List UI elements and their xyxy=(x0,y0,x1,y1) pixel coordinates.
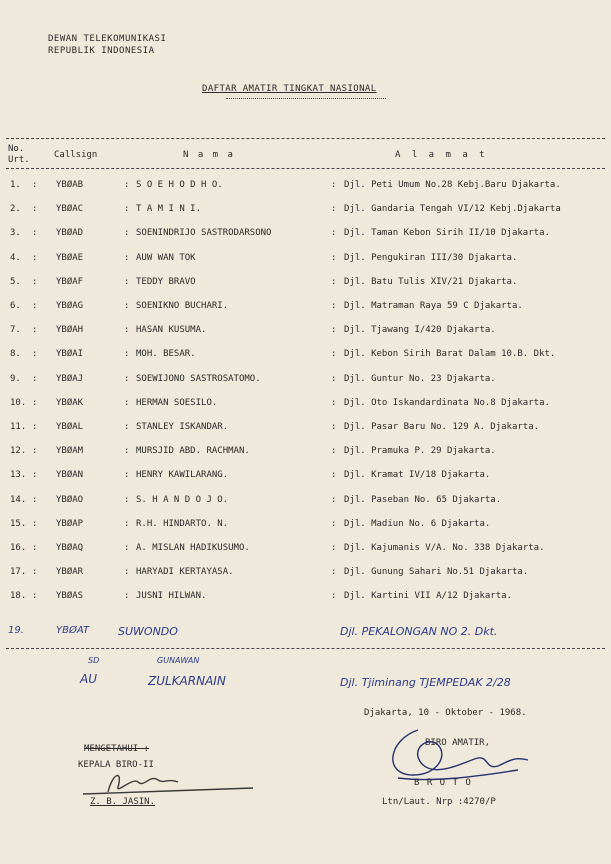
column-separator-2: : xyxy=(124,494,130,505)
row-number: 14. xyxy=(10,494,27,505)
column-separator-2: : xyxy=(124,591,130,602)
column-separator-1: : xyxy=(32,180,38,190)
row-address: Djl. Guntur No. 23 Djakarta. xyxy=(344,373,496,384)
column-separator-1: : xyxy=(32,301,38,311)
table-row xyxy=(0,325,611,343)
row-callsign: YBØAH xyxy=(56,325,84,336)
column-separator-2: : xyxy=(124,325,130,336)
column-separator-3: : xyxy=(331,543,337,553)
row-address: Djl. Kramat IV/18 Djakarta. xyxy=(344,470,491,481)
org-line-1: DEWAN TELEKOMUNIKASI xyxy=(48,34,167,44)
column-separator-2: : xyxy=(124,470,130,481)
row-number: 13. xyxy=(10,470,27,481)
handwritten-name: ZULKARNAIN xyxy=(148,674,226,688)
row-callsign: YBØAP xyxy=(56,518,84,529)
row-number: 12. xyxy=(10,446,27,457)
row-address: Djl. Peti Umum No.28 Kebj.Baru Djakarta. xyxy=(344,180,561,190)
column-separator-2: : xyxy=(124,204,130,215)
row-number: 2. xyxy=(10,204,21,215)
row-callsign: YBØAC xyxy=(56,204,84,215)
row-callsign: YBØAS xyxy=(56,591,84,602)
row-address: Djl. Kajumanis V/A. No. 338 Djakarta. xyxy=(344,543,545,553)
table-top-rule xyxy=(6,138,605,139)
column-separator-2: : xyxy=(124,228,130,239)
column-separator-1: : xyxy=(32,518,38,529)
column-separator-3: : xyxy=(331,228,337,239)
row-name: SOENIKNO BUCHARI. xyxy=(136,301,229,311)
row-name: S O E H O D H O. xyxy=(136,180,223,190)
row-name: JUSNI HILWAN. xyxy=(136,591,207,602)
row-name: S. H A N D O J O. xyxy=(136,494,229,505)
column-separator-3: : xyxy=(331,397,337,408)
row-callsign: YBØAR xyxy=(56,567,84,578)
column-separator-2: : xyxy=(124,543,130,553)
column-separator-3: : xyxy=(331,301,337,311)
row-address: Djl. Tjawang I/420 Djakarta. xyxy=(344,325,496,336)
row-callsign: YBØAJ xyxy=(56,373,84,384)
table-row xyxy=(0,470,611,488)
row-name: HERMAN SOESILO. xyxy=(136,397,218,408)
row-name: MURSJID ABD. RACHMAN. xyxy=(136,446,250,457)
handwritten-note-sd: SD xyxy=(88,656,100,665)
row-callsign: YBØAT xyxy=(56,625,90,636)
row-number: 19. xyxy=(8,625,24,636)
handwritten-note-gunawan: GUNAWAN xyxy=(157,656,200,665)
column-separator-3: : xyxy=(331,349,337,360)
column-separator-2: : xyxy=(124,446,130,457)
table-row xyxy=(0,519,611,537)
header-no: No. xyxy=(8,144,25,154)
column-separator-3: : xyxy=(331,470,337,481)
header-urt: Urt. xyxy=(8,155,30,165)
biro-title: BIRO AMATIR, xyxy=(425,738,491,748)
row-number: 1. xyxy=(10,180,21,190)
row-number: 6. xyxy=(10,301,21,311)
column-separator-2: : xyxy=(124,567,130,578)
title-underline xyxy=(226,98,386,99)
row-callsign: YBØAM xyxy=(56,446,84,457)
date-line: Djakarta, 10 - Oktober - 1968. xyxy=(364,708,527,718)
column-separator-3: : xyxy=(331,591,337,602)
row-number: 11. xyxy=(10,422,27,432)
row-address: Djl. Gunung Sahari No.51 Djakarta. xyxy=(344,567,529,578)
row-callsign: YBØAI xyxy=(56,349,84,360)
column-separator-3: : xyxy=(331,494,337,505)
row-name: MOH. BESAR. xyxy=(136,349,196,360)
column-separator-3: : xyxy=(331,422,337,432)
column-separator-1: : xyxy=(32,494,38,505)
table-row xyxy=(0,422,611,440)
table-row xyxy=(0,495,611,513)
column-separator-1: : xyxy=(32,470,38,481)
row-address: Djl. Taman Kebon Sirih II/10 Djakarta. xyxy=(344,228,550,239)
table-row xyxy=(0,301,611,319)
table-row xyxy=(0,591,611,609)
table-row xyxy=(0,228,611,246)
column-separator-1: : xyxy=(32,397,38,408)
row-address: Djl. Matraman Raya 59 C Djakarta. xyxy=(344,301,523,311)
column-separator-1: : xyxy=(32,373,38,384)
row-number: 3. xyxy=(10,228,21,239)
row-callsign: YBØAF xyxy=(56,276,84,287)
table-row xyxy=(0,349,611,367)
column-separator-1: : xyxy=(32,422,38,432)
column-separator-2: : xyxy=(124,397,130,408)
header-bottom-rule xyxy=(6,168,605,169)
row-callsign: YBØAG xyxy=(56,301,84,311)
column-separator-3: : xyxy=(331,180,337,190)
column-separator-1: : xyxy=(32,204,38,215)
column-separator-1: : xyxy=(32,228,38,239)
table-bottom-rule xyxy=(6,648,605,649)
table-row xyxy=(0,204,611,222)
column-separator-1: : xyxy=(32,567,38,578)
row-address: Djl. Pasar Baru No. 129 A. Djakarta. xyxy=(344,422,540,432)
column-separator-1: : xyxy=(32,446,38,457)
table-row xyxy=(0,374,611,392)
column-separator-3: : xyxy=(331,518,337,529)
table-row-handwritten xyxy=(0,625,611,643)
row-callsign: YBØAK xyxy=(56,397,84,408)
row-number: 5. xyxy=(10,276,21,287)
row-callsign: YBØAL xyxy=(56,422,84,432)
column-separator-2: : xyxy=(124,373,130,384)
column-separator-3: : xyxy=(331,252,337,263)
column-separator-1: : xyxy=(32,349,38,360)
row-name: HASAN KUSUMA. xyxy=(136,325,207,336)
row-number: 17. xyxy=(10,567,27,578)
table-row xyxy=(0,398,611,416)
row-callsign: YBØAE xyxy=(56,252,84,263)
row-number: 15. xyxy=(10,518,27,529)
row-address: Djl. Kebon Sirih Barat Dalam 10.B. Dkt. xyxy=(344,349,556,360)
column-separator-3: : xyxy=(331,567,337,578)
row-address: Djl. Kartini VII A/12 Djakarta. xyxy=(344,591,512,602)
row-address: Djl. Oto Iskandardinata No.8 Djakarta. xyxy=(344,397,550,408)
row-callsign: YBØAB xyxy=(56,180,84,190)
row-name: AUW WAN TOK xyxy=(136,252,196,263)
row-name: HARYADI KERTAYASA. xyxy=(136,567,234,578)
column-separator-1: : xyxy=(32,591,38,602)
row-name: SUWONDO xyxy=(118,625,178,638)
org-line-2: REPUBLIK INDONESIA xyxy=(48,46,155,56)
table-row xyxy=(0,253,611,271)
row-address: Djl. Paseban No. 65 Djakarta. xyxy=(344,494,502,505)
department-label: KEPALA BIRO-II xyxy=(78,760,154,770)
column-separator-2: : xyxy=(124,252,130,263)
column-separator-3: : xyxy=(331,276,337,287)
row-callsign: YBØAQ xyxy=(56,543,84,553)
column-separator-1: : xyxy=(32,276,38,287)
row-number: 7. xyxy=(10,325,21,336)
column-separator-2: : xyxy=(124,349,130,360)
row-number: 8. xyxy=(10,349,21,360)
column-separator-3: : xyxy=(331,325,337,336)
handwritten-address: Djl. Tjiminang TJEMPEDAK 2/28 xyxy=(340,676,511,689)
row-address: Djl. PEKALONGAN NO 2. Dkt. xyxy=(340,625,498,638)
row-name: TEDDY BRAVO xyxy=(136,276,196,287)
row-callsign: YBØAO xyxy=(56,494,84,505)
column-separator-2: : xyxy=(124,518,130,529)
row-address: Djl. Gandaria Tengah VI/12 Kebj.Djakarta xyxy=(344,204,561,215)
column-separator-1: : xyxy=(32,252,38,263)
table-row xyxy=(0,277,611,295)
row-callsign: YBØAD xyxy=(56,228,84,239)
row-number: 9. xyxy=(10,373,21,384)
handwritten-callsign: AU xyxy=(80,672,97,686)
column-separator-3: : xyxy=(331,373,337,384)
table-row xyxy=(0,567,611,585)
header-alamat: A l a m a t xyxy=(395,150,488,160)
row-name: STANLEY ISKANDAR. xyxy=(136,422,229,432)
row-number: 18. xyxy=(10,591,27,602)
row-name: SOENINDRIJO SASTRODARSONO xyxy=(136,228,272,239)
row-number: 16. xyxy=(10,543,27,553)
row-number: 10. xyxy=(10,397,27,408)
column-separator-3: : xyxy=(331,204,337,215)
row-callsign: YBØAN xyxy=(56,470,84,481)
left-signer-name: Z. B. JASIN. xyxy=(90,797,156,807)
row-address: Djl. Pramuka P. 29 Djakarta. xyxy=(344,446,496,457)
column-separator-1: : xyxy=(32,325,38,336)
table-row xyxy=(0,446,611,464)
row-name: A. MISLAN HADIKUSUMO. xyxy=(136,543,250,553)
signer-name: B R O T O xyxy=(414,778,472,788)
column-separator-1: : xyxy=(32,543,38,553)
row-address: Djl. Pengukiran III/30 Djakarta. xyxy=(344,252,518,263)
acknowledged-label: MENGETAHUI : xyxy=(84,744,150,754)
row-address: Djl. Madiun No. 6 Djakarta. xyxy=(344,518,491,529)
row-address: Djl. Batu Tulis XIV/21 Djakarta. xyxy=(344,276,518,287)
column-separator-3: : xyxy=(331,446,337,457)
signature-jasin xyxy=(78,762,258,802)
column-separator-2: : xyxy=(124,301,130,311)
column-separator-2: : xyxy=(124,180,130,190)
column-separator-2: : xyxy=(124,276,130,287)
header-callsign: Callsign xyxy=(54,150,98,160)
row-number: 4. xyxy=(10,252,21,263)
column-separator-2: : xyxy=(124,422,130,432)
row-name: SOEWIJONO SASTROSATOMO. xyxy=(136,373,261,384)
row-name: HENRY KAWILARANG. xyxy=(136,470,229,481)
row-name: R.H. HINDARTO. N. xyxy=(136,518,229,529)
table-row xyxy=(0,180,611,198)
signer-rank: Ltn/Laut. Nrp :4270/P xyxy=(382,797,496,807)
row-name: T A M I N I. xyxy=(136,204,202,215)
table-row xyxy=(0,543,611,561)
document-title: DAFTAR AMATIR TINGKAT NASIONAL xyxy=(202,84,377,94)
header-nama: N a m a xyxy=(183,150,235,160)
